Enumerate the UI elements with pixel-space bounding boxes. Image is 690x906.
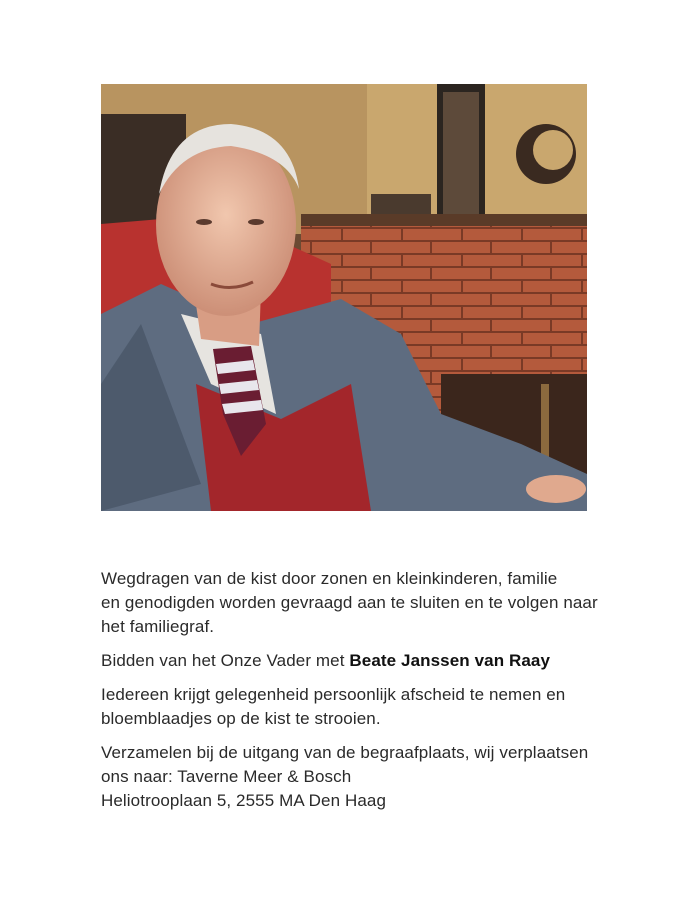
ceremony-text xyxy=(101,567,601,823)
prayer-text: Bidden van het Onze Vader met xyxy=(101,651,350,670)
paragraph-procession: Wegdragen van de kist door zonen en kleinkinderen, familie en genodigden worden gevraagd aan te sluiten en te volgen naar het familiegraf. xyxy=(101,569,598,636)
prayer-leader-name: Beate Janssen van Raay xyxy=(349,651,551,670)
paragraph-gathering: Verzamelen bij de uitgang van de begraafplaats, wij verplaatsen ons naar: Taverne Meer & Bosch Heliotrooplaan 5, 2555 MA Den Haag xyxy=(101,743,589,810)
paragraph-farewell: Iedereen krijgt gelegenheid persoonlijk afscheid te nemen en bloemblaadjes op de kist te strooien. xyxy=(101,685,566,728)
paragraph-prayer xyxy=(101,649,601,673)
portrait-illustration xyxy=(101,84,587,511)
portrait-photo xyxy=(101,84,587,511)
